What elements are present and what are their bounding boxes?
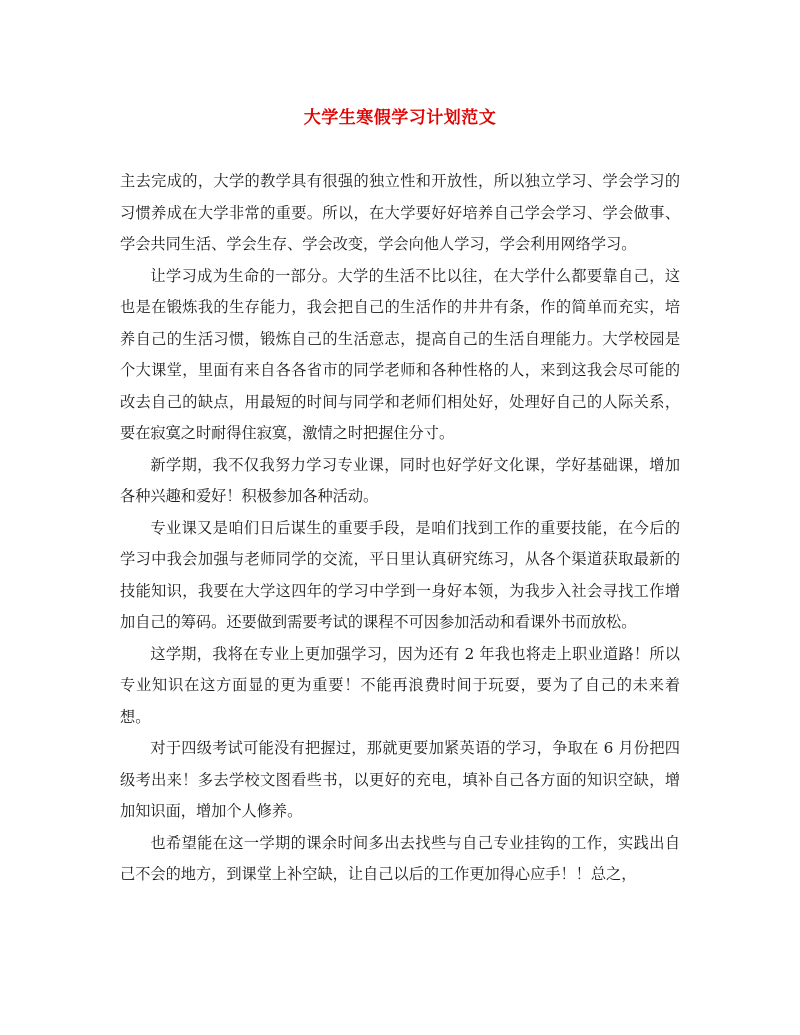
paragraph: 对于四级考试可能没有把握过，那就更要加紧英语的学习，争取在 6 月份把四级考出来！多去学校文图看些书，以更好的充电，填补自己各方面的知识空缺，增加知识面，增加个人修养。 bbox=[120, 739, 680, 820]
paragraph: 这学期，我将在专业上更加强学习，因为还有 2 年我也将走上职业道路！所以专业知识在这方面显的更为重要！不能再浪费时间于玩耍，要为了自己的未来着想。 bbox=[120, 644, 680, 726]
paragraph: 专业课又是咱们日后谋生的重要手段，是咱们找到工作的重要技能，在今后的学习中我会加强与老师同学的交流，平日里认真研究练习，从各个渠道获取最新的技能知识，我要在大学这四年的学习中学到一身好本领，为我步入社会寻找工作增加自己的筹码。还要做到需要考试的课程不可因参加活动和看课外书而放松。 bbox=[120, 518, 680, 631]
document-title: 大学生寒假学习计划范文 bbox=[303, 108, 497, 128]
document-body bbox=[120, 166, 680, 891]
paragraph: 新学期，我不仅我努力学习专业课，同时也好学好文化课，学好基础课，增加各种兴趣和爱好！积极参加各种活动。 bbox=[120, 455, 680, 505]
paragraph: 也希望能在这一学期的课余时间多出去找些与自己专业挂钩的工作，实践出自己不会的地方，到课堂上补空缺，让自己以后的工作更加得心应手！！总之， bbox=[120, 833, 680, 883]
paragraph: 主去完成的，大学的教学具有很强的独立性和开放性，所以独立学习、学会学习的习惯养成在大学非常的重要。所以，在大学要好好培养自己学会学习、学会做事、学会共同生活、学会生存、学会改变，学会向他人学习，学会利用网络学习。 bbox=[120, 172, 680, 253]
paragraph: 让学习成为生命的一部分。大学的生活不比以往，在大学什么都要靠自己，这也是在锻炼我的生存能力，我会把自己的生活作的井井有条，作的简单而充实，培养自己的生活习惯，锻炼自己的生活意志，提高自己的生活自理能力。大学校园是个大课堂，里面有来自各各省市的同学老师和各种性格的人，来到这我会尽可能的改去自己的缺点，用最短的时间与同学和老师们相处好，处理好自己的人际关系，要在寂寞之时耐得住寂寞，激情之时把握住分寸。 bbox=[120, 266, 680, 442]
